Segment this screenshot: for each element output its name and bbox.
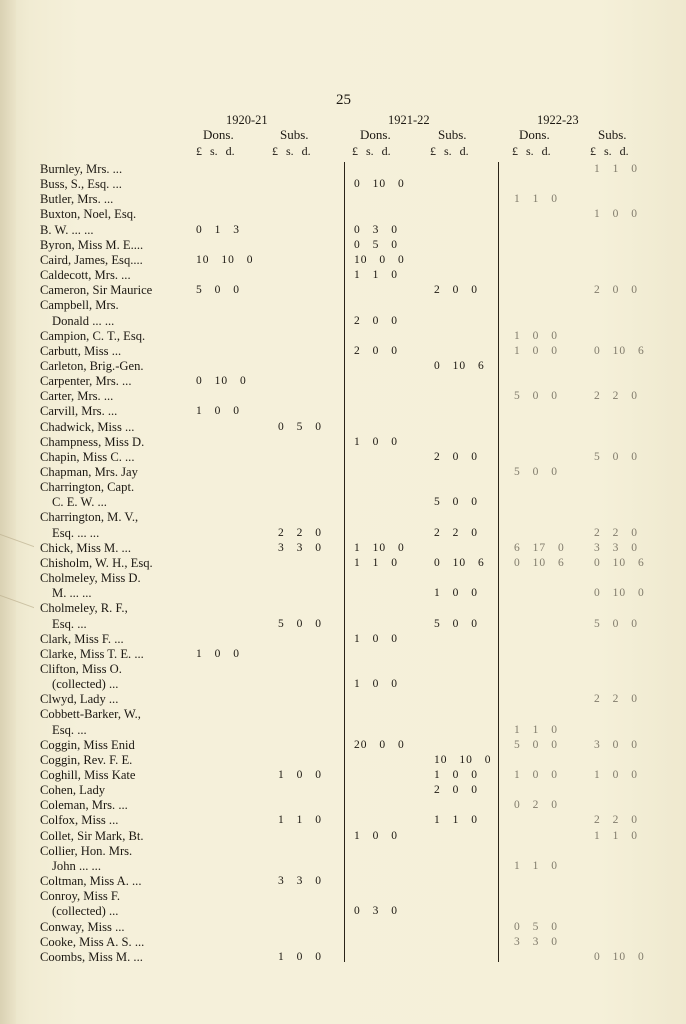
amount-s22: 1 0 0: [434, 769, 478, 781]
col-subs-1921-22: Subs.: [438, 127, 467, 142]
amount-d22: 20 0 0: [354, 738, 405, 751]
donor-name: Coggin, Rev. F. E.: [40, 752, 133, 767]
amount-s22: 2 0 0: [434, 284, 478, 297]
donor-name: B. W. ... ...: [40, 222, 94, 237]
amount-s23: 2 2 0: [594, 693, 638, 706]
donor-name: Burnley, Mrs. ...: [40, 162, 123, 176]
col-dons-1921-22: Dons.: [360, 127, 391, 142]
donor-name: Coggin, Miss Enid: [40, 737, 135, 752]
year-heading-1922-23: 1922-23: [537, 113, 579, 127]
amount-d22: 0 10 0: [354, 178, 405, 191]
donor-name: Butler, Mrs. ...: [40, 192, 114, 207]
amount-d22: 1 0 0: [354, 829, 398, 842]
amount-d23: 1 1 0: [514, 859, 558, 872]
donor-name: Coltman, Miss A. ...: [40, 874, 142, 889]
amount-s21: 1 0 0: [278, 950, 322, 963]
amount-s23: 0 10 0: [594, 587, 645, 600]
donor-name: Chapin, Miss C. ...: [40, 449, 135, 464]
amount-d21: 10 10 0: [196, 253, 254, 266]
amount-s23: 1 1 0: [594, 829, 638, 842]
donor-name: Carpenter, Mrs. ...: [40, 374, 132, 389]
donor-name: Donald ... ...: [52, 313, 115, 328]
lsd-header-d23: £ s. d.: [512, 144, 551, 158]
donor-name: Carvill, Mrs. ...: [40, 404, 118, 419]
amount-s23: 1 1 0: [594, 163, 638, 175]
lsd-header-s22: £ s. d.: [430, 144, 469, 158]
amount-d23: 1 0 0: [514, 329, 558, 342]
amount-s23: 2 0 0: [594, 284, 638, 297]
col-dons-1920-21: Dons.: [203, 127, 234, 142]
amount-d22: 1 0 0: [354, 632, 398, 645]
year-heading-1920-21: 1920-21: [226, 113, 268, 127]
amount-s23: 2 2 0: [594, 814, 638, 827]
amount-s22: 1 1 0: [434, 814, 478, 827]
amount-s23: 1 0 0: [594, 208, 638, 221]
amount-d22: 1 0 0: [354, 435, 398, 448]
donor-name: Caldecott, Mrs. ...: [40, 268, 131, 283]
amount-s23: 3 0 0: [594, 738, 638, 751]
amount-d23: 6 17 0: [514, 541, 565, 554]
amount-d23: 5 0 0: [514, 738, 558, 751]
amount-d23: 1 0 0: [514, 769, 558, 781]
amount-d23: 1 1 0: [514, 723, 558, 736]
amount-d22: 1 1 0: [354, 556, 398, 569]
donor-name: Buxton, Noel, Esq.: [40, 207, 137, 222]
donor-name: Coombs, Miss M. ...: [40, 949, 143, 964]
donor-name: Esq. ...: [52, 722, 87, 737]
amount-s21: 3 3 0: [278, 875, 322, 888]
donor-name: Cohen, Lady: [40, 783, 106, 798]
donor-name: Cholmeley, R. F.,: [40, 601, 128, 616]
amount-d22: 2 0 0: [354, 344, 398, 357]
donor-name: Cholmeley, Miss D.: [40, 571, 141, 586]
amount-s21: 1 1 0: [278, 814, 322, 827]
year-heading-1921-22: 1921-22: [388, 113, 430, 127]
amount-s23: 2 2 0: [594, 390, 638, 403]
donor-name: Champness, Miss D.: [40, 434, 145, 449]
amount-d21: 5 0 0: [196, 284, 240, 297]
donor-name: Colfox, Miss ...: [40, 813, 119, 828]
amount-d22: 1 10 0: [354, 541, 405, 554]
amount-s22: 0 10 6: [434, 556, 485, 569]
lsd-header-s23: £ s. d.: [590, 144, 629, 158]
donor-name: Chadwick, Miss ...: [40, 419, 135, 434]
donor-name: Charrington, M. V.,: [40, 510, 139, 525]
donor-name: Chick, Miss M. ...: [40, 540, 131, 555]
amount-s22: 10 10 0: [434, 753, 492, 766]
donor-name: Carter, Mrs. ...: [40, 389, 114, 404]
donor-name: Carleton, Brig.-Gen.: [40, 358, 144, 373]
amount-d22: 10 0 0: [354, 253, 405, 266]
amount-s21: 3 3 0: [278, 541, 322, 554]
donor-name: Collier, Hon. Mrs.: [40, 843, 133, 858]
amount-d21: 1 0 0: [196, 405, 240, 418]
amount-s21: 2 2 0: [278, 526, 322, 539]
donor-name: Campbell, Mrs.: [40, 298, 119, 313]
donor-name: Clwyd, Lady ...: [40, 692, 119, 707]
donor-name: M. ... ...: [52, 586, 92, 601]
amount-d23: 5 0 0: [514, 390, 558, 403]
donor-name: Esq. ...: [52, 616, 87, 631]
col-dons-1922-23: Dons.: [519, 127, 550, 142]
amount-s22: 0 10 6: [434, 359, 485, 372]
amount-d22: 1 1 0: [354, 269, 398, 282]
donor-name: (collected) ...: [52, 904, 119, 919]
donor-name: Byron, Miss M. E....: [40, 237, 144, 252]
amount-d22: 0 3 0: [354, 223, 398, 236]
amount-s22: 5 0 0: [434, 496, 478, 509]
amount-s23: 1 0 0: [594, 769, 638, 781]
donor-name: (collected) ...: [52, 677, 119, 692]
donor-name: Cooke, Miss A. S. ...: [40, 934, 145, 949]
donor-name: C. E. W. ...: [52, 495, 107, 510]
donor-name: Clark, Miss F. ...: [40, 631, 124, 646]
column-rule-1922: [498, 162, 499, 962]
donor-name: Esq. ... ...: [52, 525, 100, 540]
amount-s22: 1 0 0: [434, 587, 478, 600]
amount-d23: 1 0 0: [514, 344, 558, 357]
column-rule-1921: [344, 162, 345, 962]
amount-s23: 0 10 6: [594, 344, 645, 357]
col-subs-1922-23: Subs.: [598, 127, 627, 142]
donor-name: Clarke, Miss T. E. ...: [40, 646, 144, 661]
donor-name: Cameron, Sir Maurice: [40, 283, 153, 298]
amount-d22: 0 3 0: [354, 905, 398, 918]
amount-d22: 2 0 0: [354, 314, 398, 327]
page-number: 25: [336, 92, 351, 108]
amount-s23: 5 0 0: [594, 617, 638, 630]
amount-s22: 2 0 0: [434, 784, 478, 797]
lsd-header-s21: £ s. d.: [272, 144, 311, 158]
amount-d23: 3 3 0: [514, 935, 558, 948]
amount-s23: 0 10 6: [594, 556, 645, 569]
donor-name: Clifton, Miss O.: [40, 661, 122, 676]
donor-name: Collet, Sir Mark, Bt.: [40, 828, 144, 843]
amount-d23: 0 2 0: [514, 799, 558, 812]
donor-name: Chapman, Mrs. Jay: [40, 465, 138, 479]
donor-name: Coleman, Mrs. ...: [40, 798, 128, 813]
donor-name: Chisholm, W. H., Esq.: [40, 555, 153, 570]
amount-s23: 3 3 0: [594, 541, 638, 554]
donor-name: Charrington, Capt.: [40, 480, 135, 495]
amount-d23: 0 5 0: [514, 920, 558, 933]
donor-name: Conway, Miss ...: [40, 919, 125, 934]
donor-name: Conroy, Miss F.: [40, 889, 121, 904]
amount-d23: 5 0 0: [514, 466, 558, 478]
donor-name: Coghill, Miss Kate: [40, 768, 136, 782]
lsd-header-d21: £ s. d.: [196, 144, 235, 158]
donor-name: Caird, James, Esq....: [40, 252, 143, 267]
amount-s22: 5 0 0: [434, 617, 478, 630]
donor-name: Carbutt, Miss ...: [40, 343, 122, 358]
lsd-header-d22: £ s. d.: [352, 144, 391, 158]
amount-d21: 1 0 0: [196, 647, 240, 660]
amount-d22: 1 0 0: [354, 678, 398, 691]
amount-d21: 0 10 0: [196, 375, 247, 388]
donor-name: Campion, C. T., Esq.: [40, 328, 146, 343]
amount-s23: 5 0 0: [594, 450, 638, 463]
amount-s23: 0 10 0: [594, 950, 645, 963]
binding-thread: [0, 534, 34, 608]
donor-name: Cobbett-Barker, W.,: [40, 707, 141, 722]
col-subs-1920-21: Subs.: [280, 127, 309, 142]
donor-name: John ... ...: [52, 858, 101, 873]
amount-s21: 1 0 0: [278, 769, 322, 781]
page-binding: [0, 0, 16, 1024]
donor-name: Buss, S., Esq. ...: [40, 177, 122, 192]
amount-d21: 0 1 3: [196, 223, 240, 236]
amount-s21: 0 5 0: [278, 420, 322, 433]
amount-d23: 1 1 0: [514, 193, 558, 206]
amount-d23: 0 10 6: [514, 556, 565, 569]
amount-d22: 0 5 0: [354, 238, 398, 251]
amount-s23: 2 2 0: [594, 526, 638, 539]
amount-s21: 5 0 0: [278, 617, 322, 630]
amount-s22: 2 2 0: [434, 526, 478, 539]
amount-s22: 2 0 0: [434, 450, 478, 463]
